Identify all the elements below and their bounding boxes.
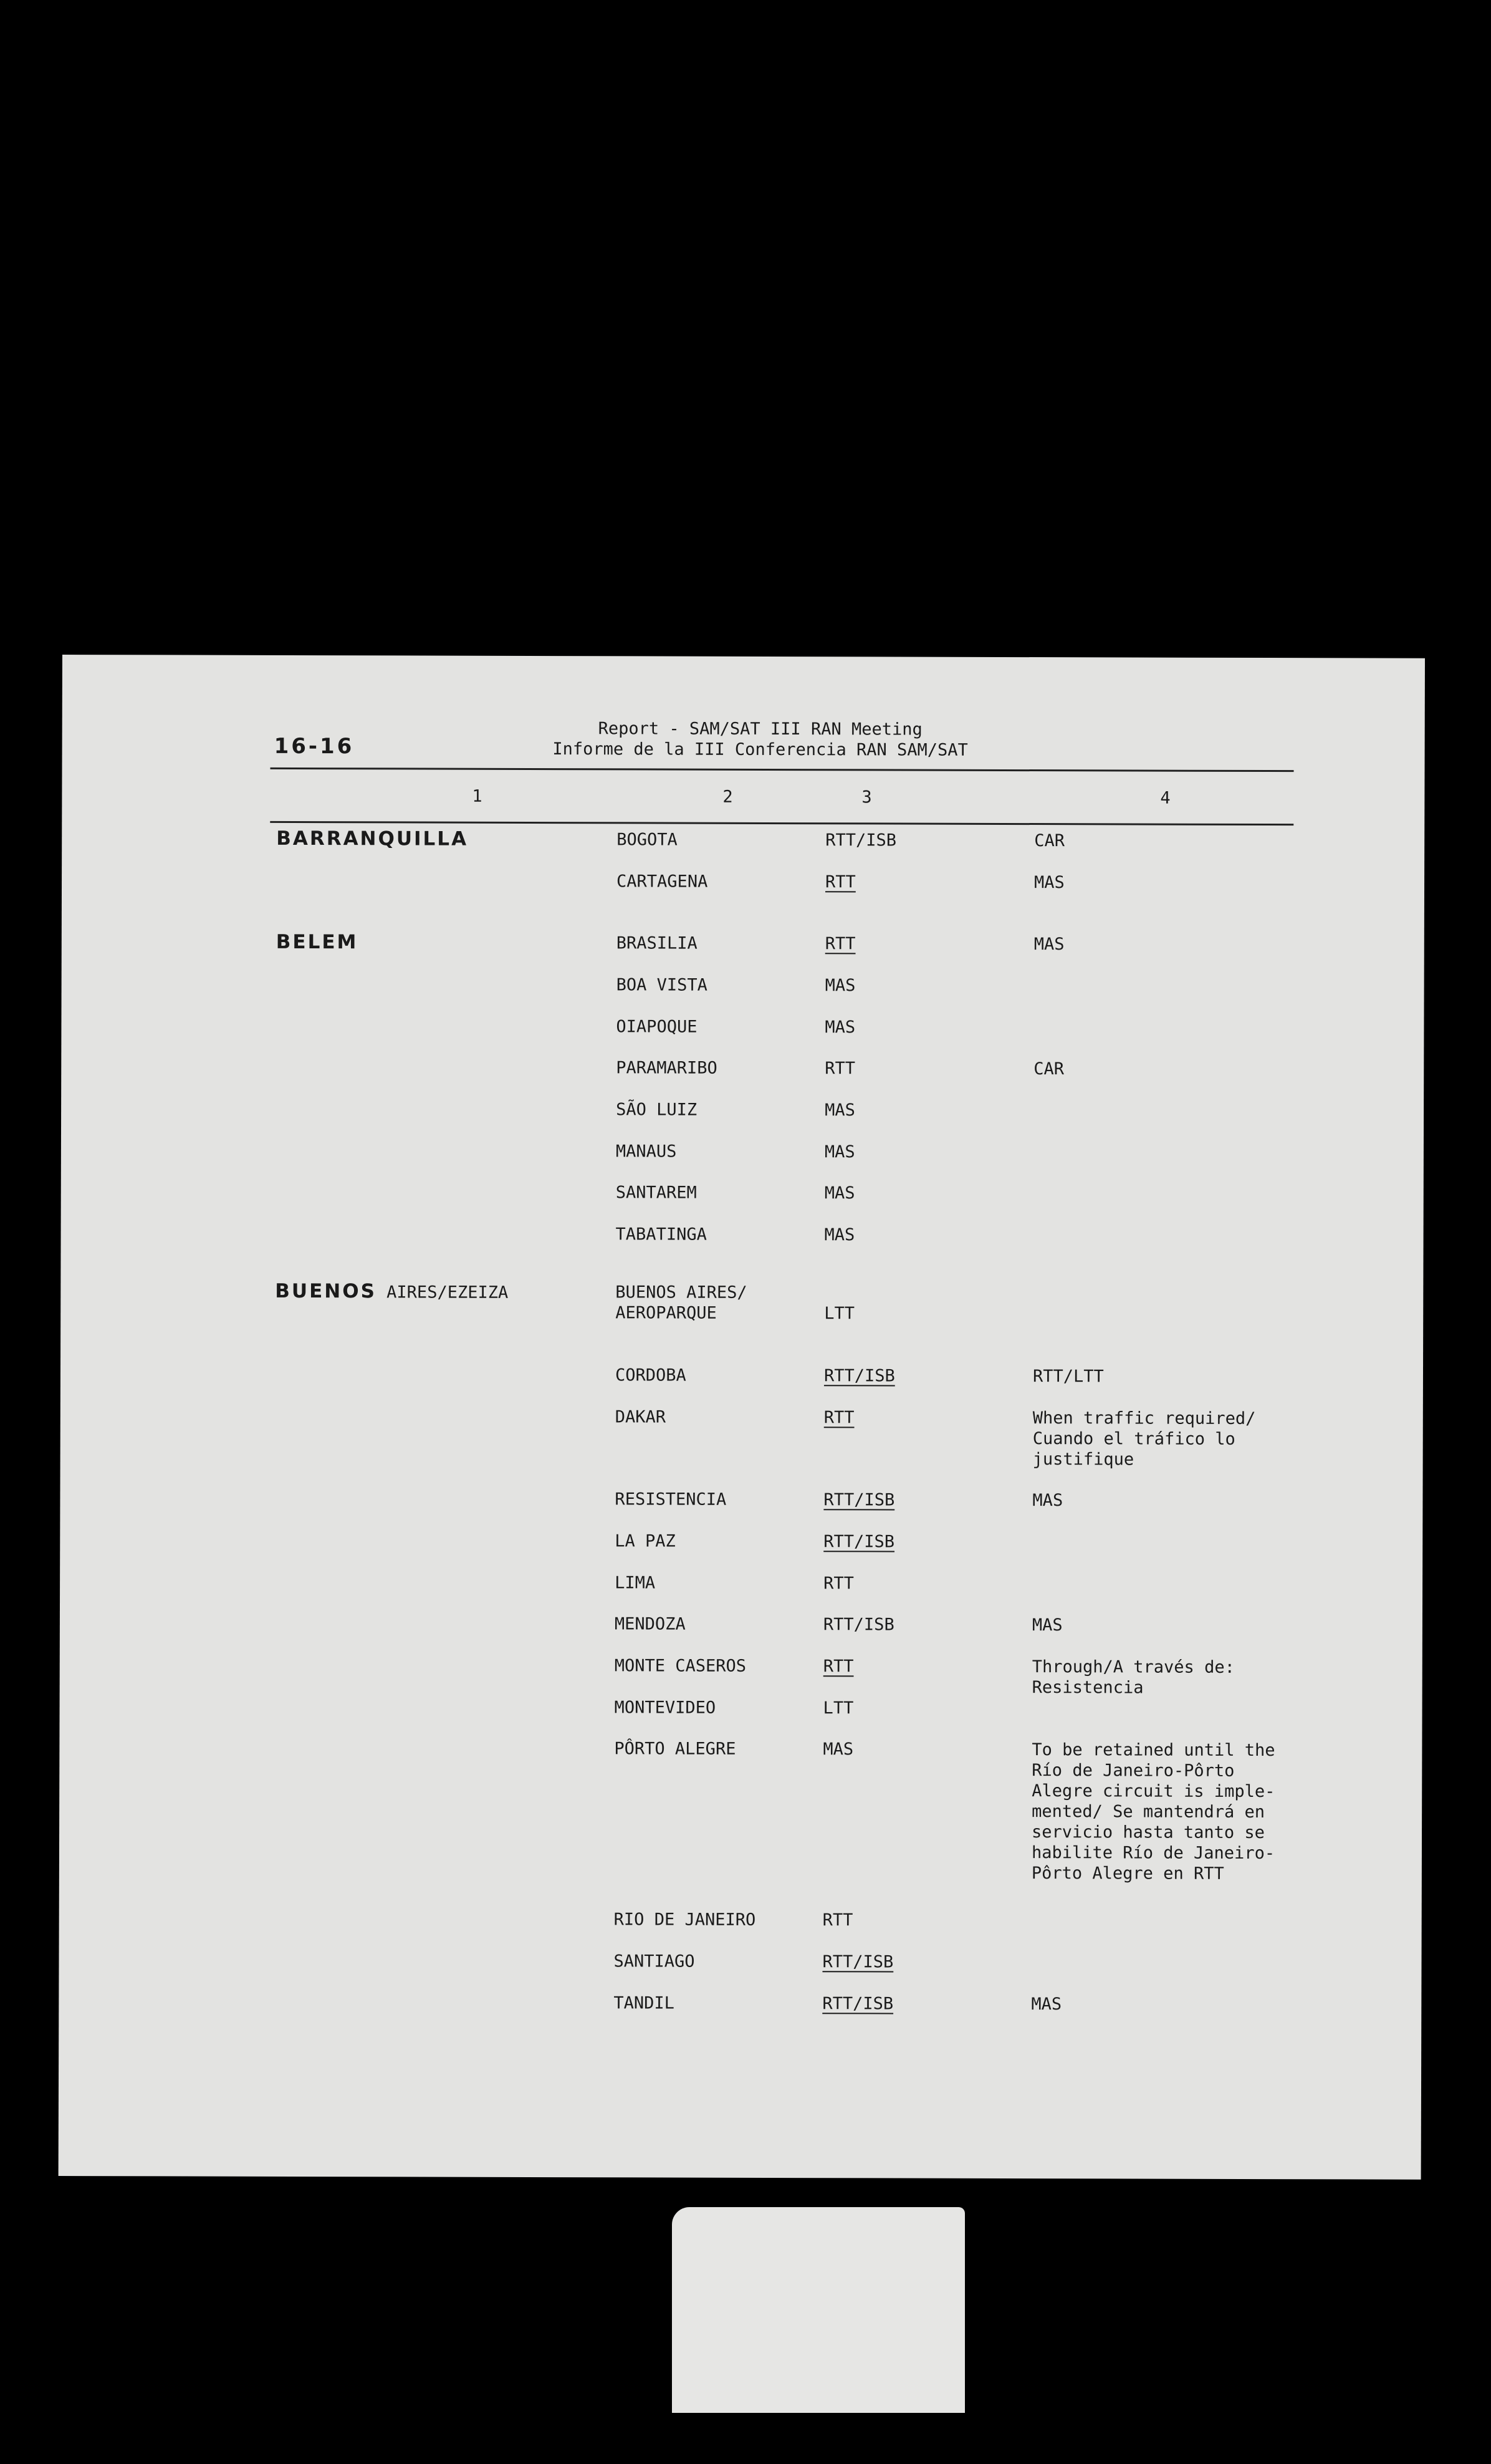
table-row — [60, 1529, 1422, 1552]
remark — [1032, 1952, 1318, 1953]
destination: DAKAR — [615, 1407, 666, 1427]
destination: MONTE CASEROS — [614, 1656, 747, 1676]
destination: BRASILIA — [616, 933, 698, 953]
station-name — [276, 827, 468, 850]
remark: MAS — [1031, 1995, 1062, 2014]
destination: SÃO LUIZ — [616, 1100, 698, 1120]
station-name-rest: AIRES/EZEIZA — [376, 1283, 509, 1302]
column-header-4: 4 — [1160, 788, 1171, 808]
station-name-big: BELEM — [276, 930, 358, 954]
destination: BUENOS AIRES/ AEROPARQUE — [615, 1283, 747, 1323]
remark: RTT/LTT — [1032, 1367, 1104, 1387]
table-row — [60, 1612, 1422, 1635]
circuit-type: MAS — [825, 1100, 855, 1120]
table-row — [59, 1908, 1422, 1930]
destination: MENDOZA — [614, 1614, 686, 1634]
title-line-1: Report - SAM/SAT III RAN Meeting — [598, 719, 923, 739]
destination: OIAPOQUE — [616, 1017, 698, 1037]
station-name — [276, 931, 358, 953]
remark: MAS — [1033, 935, 1065, 955]
destination: SANTIAGO — [613, 1951, 695, 1971]
destination: TABATINGA — [615, 1225, 707, 1244]
table-row — [60, 1654, 1422, 1698]
destination: SANTAREM — [615, 1183, 697, 1203]
document-page — [59, 655, 1425, 2180]
table-row — [61, 1098, 1424, 1120]
circuit-type: RTT/ISB — [823, 1490, 895, 1510]
circuit-type: RTT/ISB — [822, 1994, 894, 2014]
remark — [1032, 1532, 1319, 1533]
destination: RIO DE JANEIRO — [613, 1910, 756, 1930]
circuit-type: RTT/ISB — [823, 1615, 894, 1635]
circuit-type: RTT/ISB — [822, 1952, 894, 1972]
circuit-type: RTT/ISB — [825, 830, 897, 850]
remark: MAS — [1032, 1491, 1063, 1511]
column-header-3: 3 — [861, 787, 872, 807]
circuit-type: RTT — [825, 1059, 856, 1079]
column-header-1: 1 — [472, 786, 482, 806]
paper-slip — [672, 2207, 965, 2413]
circuit-type: RTT — [823, 1408, 855, 1428]
remark — [1033, 1283, 1320, 1284]
destination: PARAMARIBO — [616, 1058, 717, 1078]
circuit-type: RTT — [823, 1574, 854, 1594]
table-row — [60, 1571, 1422, 1594]
remark — [1033, 1225, 1320, 1226]
column-header-rule — [270, 821, 1293, 825]
destination: LA PAZ — [615, 1531, 676, 1551]
table-row — [60, 1488, 1423, 1511]
circuit-type: MAS — [823, 1740, 854, 1759]
table-row — [61, 1223, 1424, 1245]
table-row — [61, 1181, 1424, 1203]
circuit-type: MAS — [824, 1142, 855, 1162]
remark — [1033, 1142, 1320, 1143]
table-row — [60, 1405, 1423, 1470]
remark — [1032, 1698, 1319, 1699]
circuit-type: LTT — [824, 1304, 855, 1324]
destination: LIMA — [615, 1573, 656, 1593]
remark: MAS — [1032, 1615, 1063, 1635]
remark — [1033, 1100, 1320, 1101]
remark: CAR — [1034, 831, 1065, 851]
destination: PÔRTO ALEGRE — [614, 1739, 736, 1759]
page-title — [499, 718, 1022, 761]
circuit-type: RTT/ISB — [823, 1532, 895, 1552]
station-name — [275, 1280, 508, 1303]
remark: Through/A través de: Resistencia — [1032, 1657, 1235, 1698]
circuit-type: LTT — [823, 1698, 854, 1718]
table-row — [61, 1140, 1424, 1162]
circuit-type: RTT — [822, 1910, 853, 1930]
table-row — [61, 1015, 1424, 1037]
column-header-2: 2 — [722, 787, 733, 807]
circuit-type: MAS — [825, 1018, 856, 1037]
destination: MONTEVIDEO — [614, 1698, 716, 1718]
station-name-big: BUENOS — [275, 1279, 376, 1303]
remark — [1033, 1183, 1320, 1184]
circuit-type: RTT — [825, 934, 856, 954]
destination: BOGOTA — [616, 830, 678, 850]
circuit-type: MAS — [824, 1183, 855, 1203]
circuit-type: RTT — [823, 1657, 854, 1677]
header-rule — [271, 768, 1294, 772]
table-row — [62, 870, 1424, 893]
destination: RESISTENCIA — [615, 1489, 727, 1509]
table-row — [59, 1737, 1422, 1884]
station-name-big: BARRANQUILLA — [276, 827, 469, 850]
remark: When traffic required/ Cuando el tráfico lo justifique — [1032, 1408, 1256, 1470]
page-number: 16-16 — [274, 733, 355, 759]
circuit-type: MAS — [824, 1225, 855, 1245]
destination: BOA VISTA — [616, 975, 707, 995]
circuit-type: MAS — [825, 976, 856, 996]
table-row — [61, 1056, 1424, 1079]
remark: MAS — [1034, 873, 1065, 893]
circuit-type: RTT — [825, 872, 856, 892]
destination: TANDIL — [613, 1993, 674, 2013]
remark: CAR — [1033, 1059, 1065, 1079]
title-line-2: Informe de la III Conferencia RAN SAM/SAT — [552, 739, 968, 760]
table-row — [59, 1991, 1421, 2014]
remark: To be retained until the Río de Janeiro-Pôrto Alegre circuit is imple- mented/ Se mantendrá en servicio hasta tanto se habilite Río de Janeiro- Pôrto Alegre en RTT — [1031, 1740, 1275, 1884]
destination: MANAUS — [615, 1142, 677, 1162]
table-row — [62, 973, 1424, 996]
destination: CARTAGENA — [616, 872, 708, 892]
circuit-type: RTT/ISB — [823, 1366, 895, 1386]
table-row — [59, 1950, 1422, 1972]
table-row — [60, 1364, 1423, 1387]
remark — [1032, 1910, 1318, 1911]
destination: CORDOBA — [615, 1365, 686, 1385]
